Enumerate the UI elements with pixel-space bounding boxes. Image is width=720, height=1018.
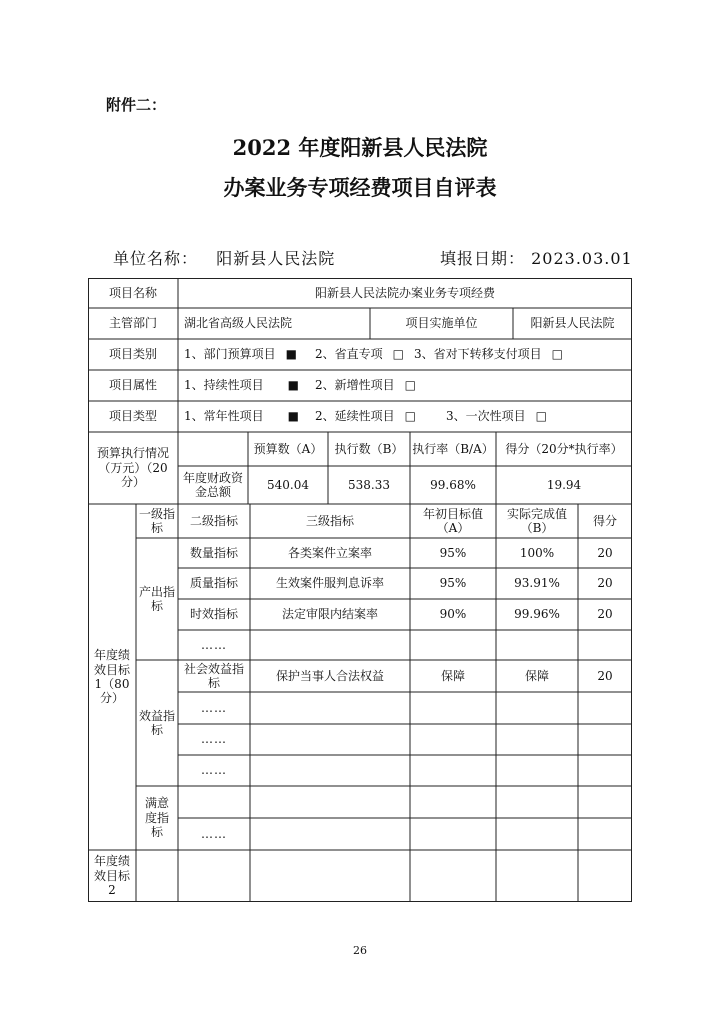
fund-total-label: 年度财政资金总额 [182, 470, 243, 499]
budget-head-budget: 预算数（A） [253, 441, 323, 456]
type-options [178, 401, 632, 432]
item-actual: 100% [519, 545, 555, 560]
item-level3: 保护当事人合法权益 [275, 668, 384, 683]
item-target: 保障 [440, 668, 465, 683]
col-level1: 一级指标 [138, 506, 175, 535]
impl-unit-value: 阳新县人民法院 [530, 316, 615, 331]
col-level3: 三级指标 [305, 513, 354, 528]
item-level2: 社会效益指标 [183, 661, 244, 690]
item-actual: 93.91% [514, 576, 560, 591]
type-option-2-mark: □ [404, 409, 416, 424]
item-score: 20 [597, 545, 613, 560]
budget-value: 540.04 [267, 477, 309, 492]
attribute-options [178, 370, 632, 401]
unit-name [113, 246, 335, 269]
col-score: 得分 [592, 513, 617, 528]
type-label: 项目类型 [108, 409, 157, 424]
satisfaction-ellipsis: …… [201, 826, 227, 841]
item-target: 90% [439, 607, 467, 622]
item-target: 95% [439, 576, 467, 591]
unit-value: 阳新县人民法院 [216, 249, 336, 268]
type-option-1: 1、常年性项目 [184, 409, 264, 424]
output-ellipsis: …… [201, 637, 227, 652]
exec-value: 538.33 [348, 477, 390, 492]
item-target: 95% [439, 545, 467, 560]
output-indicator-label: 产出指标 [138, 584, 175, 613]
supervisor-label: 主管部门 [108, 316, 157, 331]
category-option-3-mark: □ [551, 347, 563, 362]
annex-label: 附件二： [106, 96, 167, 114]
budget-head-score: 得分（20分*执行率） [505, 441, 623, 456]
benefit-ellipsis: …… [201, 763, 227, 778]
budget-label: 预算执行情况（万元）（20分） [96, 446, 169, 490]
item-actual: 保障 [524, 668, 549, 683]
category-options [178, 339, 632, 370]
project-name-label: 项目名称 [108, 285, 157, 300]
type-option-2: 2、延续性项目 [314, 409, 395, 424]
budget-head-exec: 执行数（B） [334, 441, 404, 456]
category-option-3: 3、省对下转移支付项目 [413, 347, 542, 362]
budget-head-rate: 执行率（B/A） [412, 441, 494, 456]
item-level2: 质量指标 [189, 576, 238, 591]
item-level3: 法定审限内结案率 [281, 607, 378, 622]
type-option-1-mark: ■ [287, 409, 299, 424]
item-level3: 生效案件服判息诉率 [275, 576, 384, 591]
item-score: 20 [597, 668, 613, 683]
attribute-option-2: 2、新增性项目 [314, 378, 395, 393]
benefit-indicator-label: 效益指标 [138, 708, 175, 737]
evaluation-table [88, 278, 632, 902]
col-target: 年初目标值（A） [422, 506, 483, 535]
title-line-2: 办案业务专项经费项目自评表 [223, 175, 497, 200]
unit-label: 单位名称： [113, 249, 199, 268]
benefit-ellipsis: …… [201, 732, 227, 747]
category-label: 项目类别 [108, 347, 157, 362]
page-number: 26 [353, 944, 367, 957]
type-option-3-mark: □ [535, 409, 547, 424]
item-level2: 数量指标 [189, 545, 238, 560]
supervisor-value: 湖北省高级人民法院 [184, 316, 293, 331]
satisfaction-indicator-label: 满意度指标 [144, 796, 169, 840]
col-level2: 二级指标 [189, 513, 238, 528]
fill-date [440, 246, 633, 269]
title-line-1: 2022 年度阳新县人民法院 [232, 135, 488, 160]
date-value: 2023.03.01 [531, 249, 633, 268]
rate-value: 99.68% [430, 477, 476, 492]
item-score: 20 [597, 576, 613, 591]
category-option-2-mark: □ [392, 347, 404, 362]
benefit-ellipsis: …… [201, 700, 227, 715]
attribute-label: 项目属性 [108, 378, 157, 393]
date-label: 填报日期： [440, 249, 526, 268]
category-option-2: 2、省直专项 [314, 347, 383, 362]
attribute-option-2-mark: □ [404, 378, 416, 393]
attribute-option-1: 1、持续性项目 [184, 378, 264, 393]
goal2-label: 年度绩效目标 2 [93, 854, 130, 898]
impl-unit-label: 项目实施单位 [405, 316, 478, 331]
item-level3: 各类案件立案率 [287, 545, 372, 560]
item-score: 20 [597, 607, 613, 622]
score-value: 19.94 [546, 477, 582, 492]
goal1-label: 年度绩效目标 1（80分） [93, 648, 130, 706]
attribute-option-1-mark: ■ [287, 378, 299, 393]
item-level2: 时效指标 [189, 607, 238, 622]
category-option-1-mark: ■ [285, 347, 297, 362]
category-option-1: 1、部门预算项目 [184, 347, 276, 362]
col-actual: 实际完成值（B） [506, 506, 567, 535]
item-actual: 99.96% [514, 607, 560, 622]
project-name-value: 阳新县人民法院办案业务专项经费 [314, 285, 495, 300]
type-option-3: 3、一次性项目 [445, 409, 526, 424]
